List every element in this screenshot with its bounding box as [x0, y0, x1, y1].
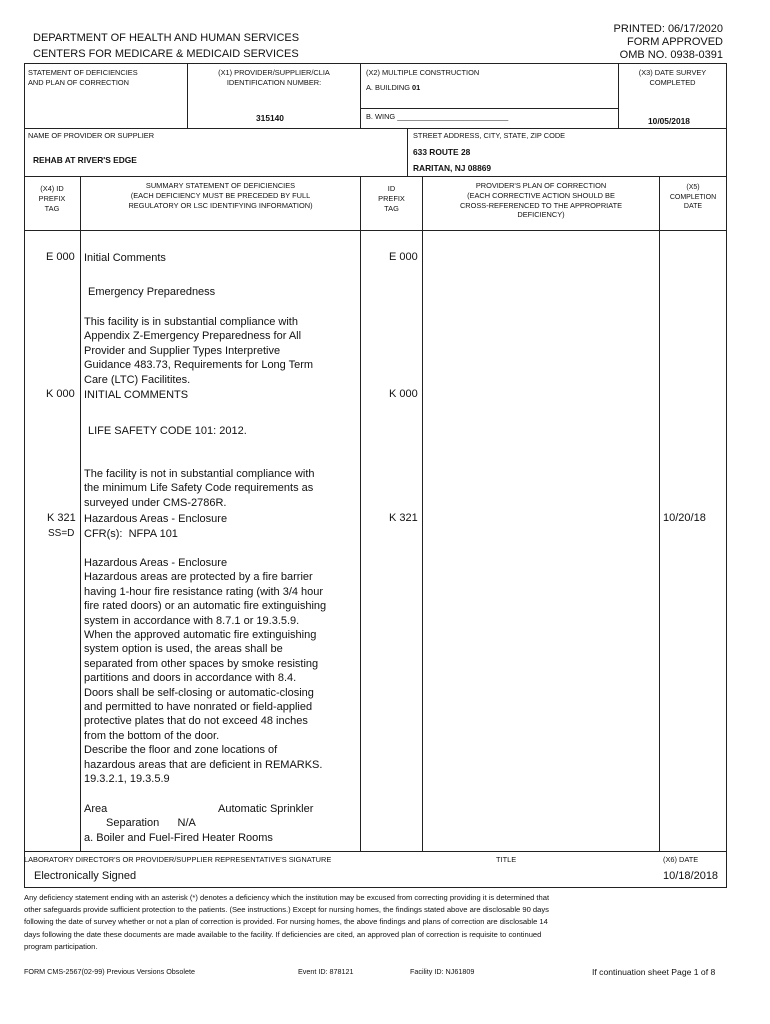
tag-e000-left: E 000	[46, 251, 75, 263]
frame-right	[726, 63, 727, 887]
rule	[24, 128, 727, 129]
tag-e000-right: E 000	[389, 251, 418, 263]
rule	[24, 887, 727, 888]
separation: Separation N/A	[106, 817, 196, 829]
department-line-2: CENTERS FOR MEDICARE & MEDICAID SERVICES	[33, 48, 299, 60]
initial-comments-caps: INITIAL COMMENTS	[84, 389, 189, 401]
hazard-paragraph: Hazardous Areas - Enclosure Hazardous areas are protected by a fire barrier having 1-hour fire resistance rating (with 3/4 hour fire rated doors) or an automatic fire extinguishing system in accordance with 8.7.1 or 19.3.5.9. When the approved automatic fire extinguishing system option is used, the areas shall be separated from other spaces by smoke resisting partitions and doors in accordance with 8.4. Doors shall be self-closing or automatic-closing and permitted to have nonrated or field-applied protective plates that do not exceed 48 inches from the bottom of the door. Describe the floor and zone locations of hazardous areas that are deficient in REMARKS. 19.3.2.1, 19.3.5.9	[84, 557, 327, 786]
address-label: STREET ADDRESS, CITY, STATE, ZIP CODE	[413, 131, 566, 140]
form-approved: FORM APPROVED	[627, 36, 723, 48]
building-value: 01	[412, 83, 421, 92]
building-row	[366, 83, 420, 93]
tag-k321-severity: SS=D	[48, 528, 75, 539]
divider	[360, 63, 361, 128]
signature-label: LABORATORY DIRECTOR'S OR PROVIDER/SUPPLIER REPRESENTATIVE'S SIGNATURE	[24, 855, 332, 864]
rule	[360, 108, 618, 109]
wing-label: B. WING ___________________________	[366, 112, 509, 121]
form-number: FORM CMS-2567(02-99) Previous Versions Obsolete	[24, 967, 195, 976]
signature-date: 10/18/2018	[663, 870, 719, 882]
disclaimer: Any deficiency statement ending with an asterisk (*) denotes a deficiency which the institution may be excused from correcting providing it is determined that other safeguards provide sufficient protection to the patients. (See instructions.) Except for nursing homes, the findings stated above are disclosable 90 days following the date of survey whether or not a plan of correction is provided. For nursing homes, the above findings and plans of correction are disclosable 14 days following the date these documents are made available to the facility. If deficiencies are cited, an approved plan of correction is requisite to continued program participation.	[24, 893, 550, 951]
continuation-page: If continuation sheet Page 1 of 8	[592, 967, 716, 977]
x5-header: (X5) COMPLETION DATE	[669, 184, 717, 210]
id-header: ID PREFIX TAG	[378, 184, 405, 213]
tag-k321-right: K 321	[389, 512, 418, 524]
cfr-reference: CFR(s): NFPA 101	[84, 528, 178, 540]
x4-header: (X4) ID PREFIX TAG	[38, 184, 66, 213]
column-divider	[80, 176, 81, 851]
provider-name: REHAB AT RIVER'S EDGE	[33, 155, 137, 165]
provider-label: NAME OF PROVIDER OR SUPPLIER	[28, 131, 155, 140]
completion-date: 10/20/18	[663, 512, 706, 524]
noncompliance-paragraph: The facility is not in substantial compliance with the minimum Life Safety Code requirements as surveyed under CMS-2786R.	[84, 468, 315, 509]
facility-id: Facility ID: NJ61809	[410, 967, 475, 976]
compliance-paragraph: This facility is in substantial compliance with Appendix Z-Emergency Preparedness for All Provider and Supplier Types Interpretive Guidance 483.73, Requirements for Long Term Care (LTC) Facilitites.	[84, 316, 314, 386]
emergency-preparedness: Emergency Preparedness	[88, 286, 216, 298]
printed-date: PRINTED: 06/17/2020	[613, 23, 723, 35]
omb-number: OMB NO. 0938-0391	[619, 49, 723, 61]
column-divider	[659, 176, 660, 851]
address-street: 633 ROUTE 28	[413, 147, 471, 157]
rule	[24, 851, 727, 852]
provider-id-number: 315140	[256, 113, 284, 123]
initial-comments: Initial Comments	[84, 252, 166, 264]
signature-value: Electronically Signed	[34, 870, 137, 882]
plan-header: PROVIDER'S PLAN OF CORRECTION (EACH CORRECTIVE ACTION SHOULD BE CROSS-REFERENCED TO THE APPROPRIATE DEFICIENCY)	[459, 181, 623, 220]
summary-header: SUMMARY STATEMENT OF DEFICIENCIES (EACH DEFICIENCY MUST BE PRECEDED BY FULL REGULATORY OR LSC IDENTIFYING INFORMATION)	[128, 181, 313, 210]
x3-label: (X3) DATE SURVEY COMPLETED	[638, 68, 707, 87]
x1-label: (X1) PROVIDER/SUPPLIER/CLIA IDENTIFICATION NUMBER:	[218, 68, 330, 87]
tag-k000-right: K 000	[389, 388, 418, 400]
date-label: (X6) DATE	[663, 855, 699, 864]
tag-k321-left: K 321	[47, 512, 76, 524]
survey-date: 10/05/2018	[648, 116, 690, 126]
hazard-title: Hazardous Areas - Enclosure	[84, 513, 228, 525]
column-divider	[360, 176, 361, 851]
tag-k000-left: K 000	[46, 388, 75, 400]
x2-label: (X2) MULTIPLE CONSTRUCTION	[366, 68, 480, 77]
statement-label: STATEMENT OF DEFICIENCIES AND PLAN OF CORRECTION	[28, 68, 138, 87]
department-line-1: DEPARTMENT OF HEALTH AND HUMAN SERVICES	[33, 32, 300, 44]
building-label: A. BUILDING	[366, 83, 410, 92]
automatic-sprinkler: Automatic Sprinkler	[218, 803, 314, 815]
address-city: RARITAN, NJ 08869	[413, 163, 492, 173]
title-label: TITLE	[496, 855, 517, 864]
column-divider	[422, 176, 423, 851]
rule	[24, 63, 727, 64]
rule	[24, 230, 727, 231]
divider	[407, 128, 408, 176]
event-id: Event ID: 878121	[298, 967, 354, 976]
boiler-rooms: a. Boiler and Fuel-Fired Heater Rooms	[84, 832, 273, 844]
rule	[24, 176, 727, 177]
life-safety-code: LIFE SAFETY CODE 101: 2012.	[88, 425, 247, 437]
area-label: Area	[84, 803, 108, 815]
